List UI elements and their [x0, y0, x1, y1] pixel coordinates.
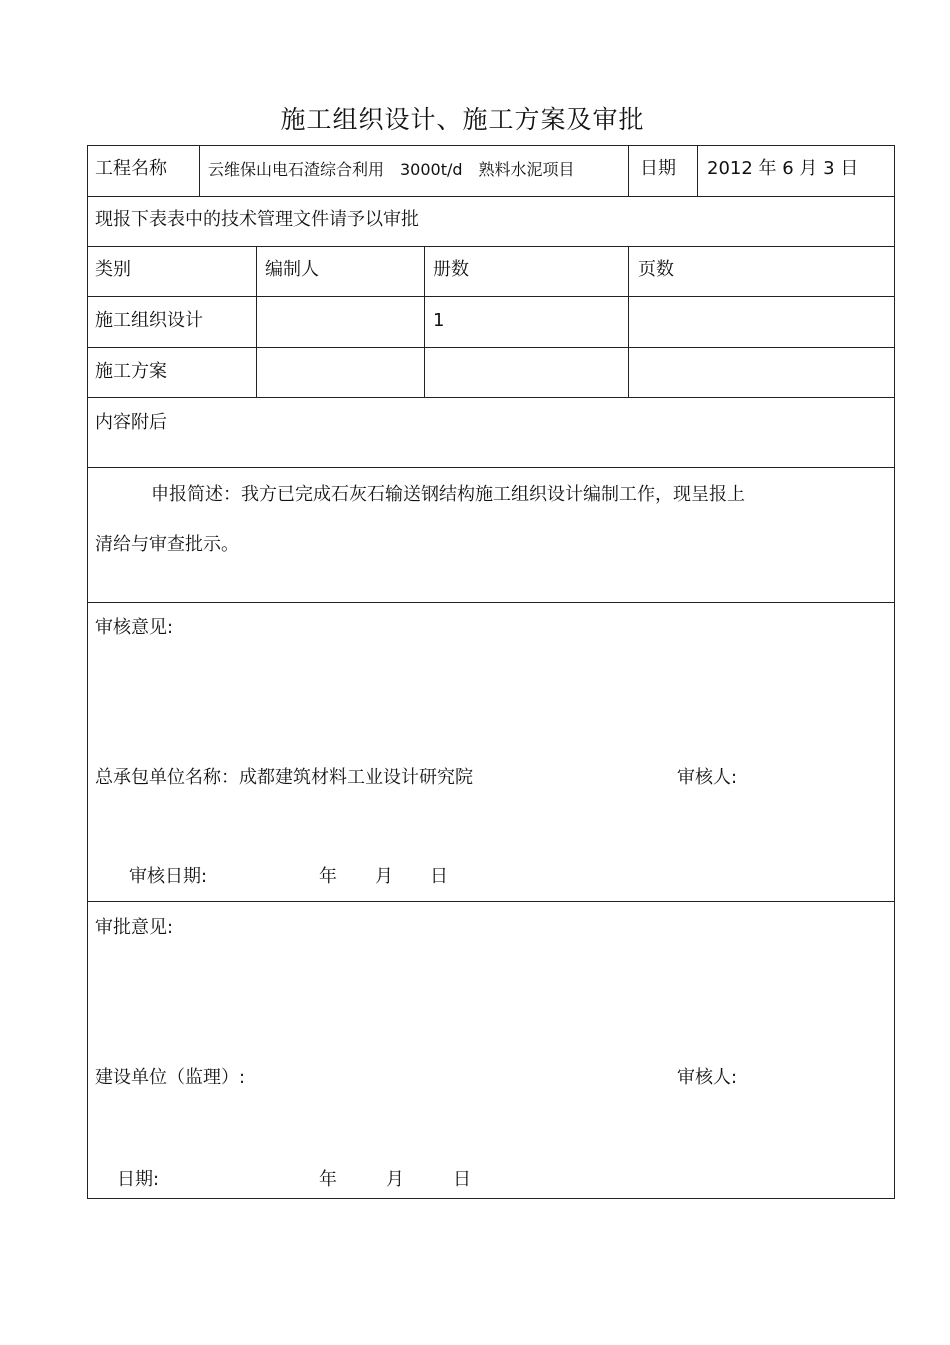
approval-date-year: 年: [319, 1169, 337, 1190]
approval-date-day: 日: [453, 1169, 471, 1190]
table-border-top: [87, 145, 895, 146]
date-value: 2012 年 6 月 3 日: [707, 158, 859, 179]
approver-label: 审核人:: [677, 1067, 738, 1088]
project-name-label: 工程名称: [95, 158, 167, 179]
row-divider: [87, 347, 895, 348]
review-date-month: 月: [375, 866, 393, 887]
column-divider: [628, 145, 629, 196]
row-divider: [87, 296, 895, 297]
table-border-left: [87, 145, 88, 1199]
column-divider: [697, 145, 698, 196]
attachment-note: 内容附后: [95, 412, 167, 433]
date-label: 日期: [640, 158, 676, 179]
column-header-category: 类别: [95, 259, 131, 280]
row-divider: [87, 602, 895, 603]
review-date-label: 审核日期:: [129, 866, 208, 887]
column-divider: [256, 246, 257, 397]
request-text: 现报下表表中的技术管理文件请予以审批: [95, 209, 419, 230]
review-date-year: 年: [319, 866, 337, 887]
column-divider: [628, 246, 629, 397]
table-border-bottom: [87, 1198, 895, 1199]
column-header-author: 编制人: [265, 259, 319, 280]
summary-line-1: 申报简述：我方已完成石灰石输送钢结构施工组织设计编制工作，现呈报上: [151, 484, 745, 505]
table-row-volumes: 1: [433, 310, 445, 331]
row-divider: [87, 196, 895, 197]
column-divider: [199, 145, 200, 196]
table-row-category: 施工方案: [95, 361, 167, 382]
approval-date-label: 日期:: [117, 1169, 160, 1190]
column-header-volumes: 册数: [433, 259, 469, 280]
row-divider: [87, 397, 895, 398]
reviewer-label: 审核人:: [677, 767, 738, 788]
project-name-value: 云维保山电石渣综合利用 3000t/d 熟料水泥项目: [208, 160, 575, 179]
summary-line-2: 清给与审查批示。: [95, 534, 239, 555]
table-border-right: [894, 145, 895, 1199]
row-divider: [87, 467, 895, 468]
approval-date-month: 月: [386, 1169, 404, 1190]
owner-label: 建设单位（监理）:: [95, 1067, 246, 1088]
row-divider: [87, 246, 895, 247]
page-title: 施工组织设计、施工方案及审批: [280, 105, 645, 134]
column-header-pages: 页数: [638, 259, 674, 280]
contractor-label: 总承包单位名称：成都建筑材料工业设计研究院: [95, 767, 473, 788]
review-opinion-label: 审核意见:: [95, 617, 174, 638]
review-date-day: 日: [430, 866, 448, 887]
row-divider: [87, 901, 895, 902]
approval-opinion-label: 审批意见:: [95, 917, 174, 938]
column-divider: [424, 246, 425, 397]
table-row-category: 施工组织设计: [95, 310, 203, 331]
